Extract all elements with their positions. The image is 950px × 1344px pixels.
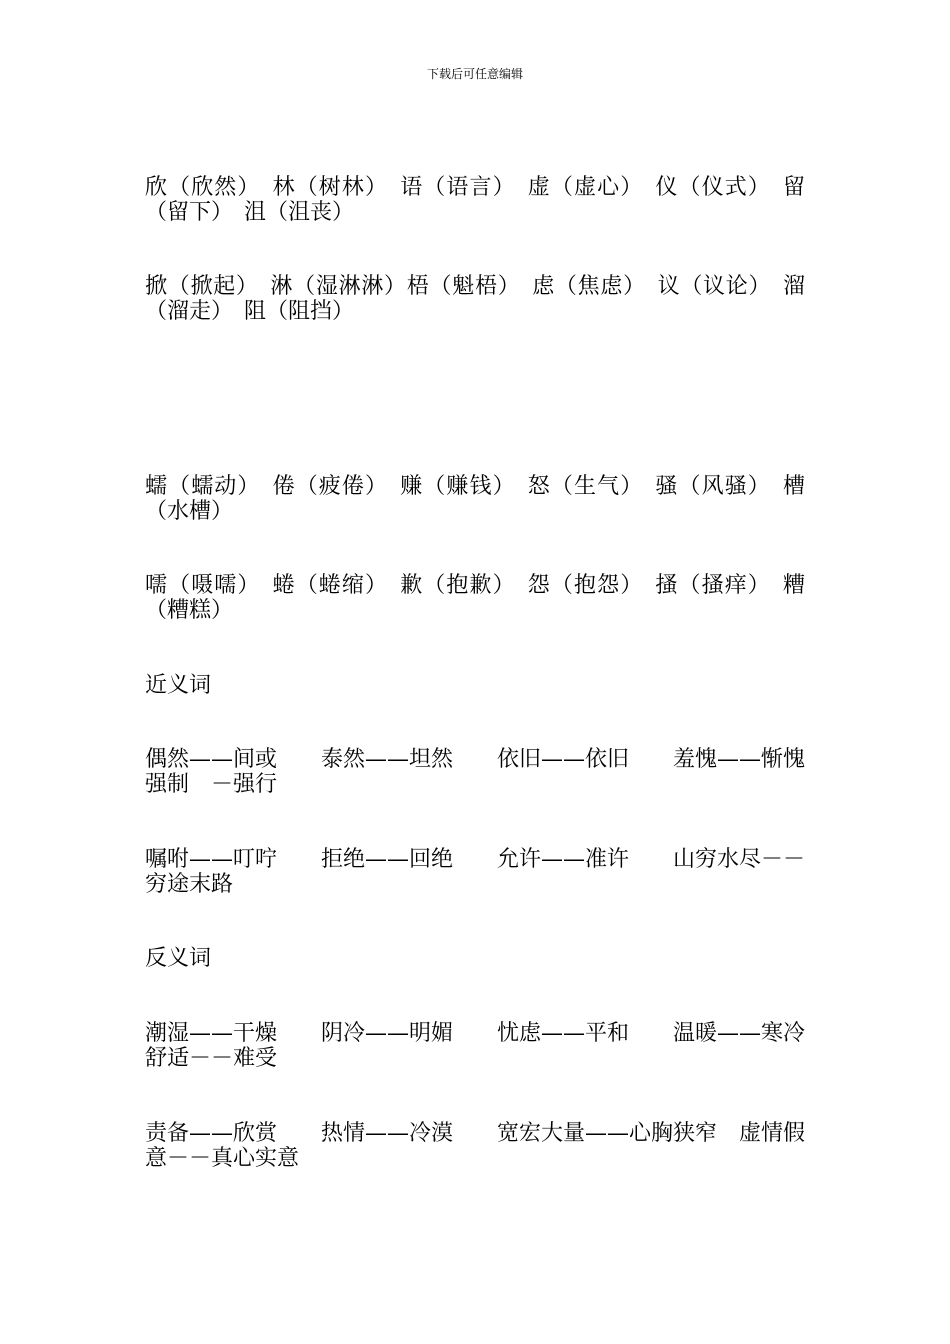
- section-heading-synonyms: 近义词: [145, 673, 212, 698]
- vocab-line-3: 蠕（蠕动） 倦（疲倦） 赚（赚钱） 怒（生气） 骚（风骚） 槽（水槽）: [145, 474, 805, 524]
- synonym-line-1: 偶然——间或 泰然——坦然 依旧——依旧 羞愧——惭愧 强制 －强行: [145, 747, 850, 797]
- vocab-line-4: 嚅（嗫嚅） 蜷（蜷缩） 歉（抱歉） 怨（抱怨） 搔（搔痒） 糟（糟糕）: [145, 573, 805, 623]
- vocab-line-1: 欣（欣然） 林（树林） 语（语言） 虚（虚心） 仪（仪式） 留（留下） 沮（沮丧）: [145, 175, 805, 225]
- antonym-line-2: 责备——欣赏 热情——冷漠 宽宏大量——心胸狭窄 虚情假意－－真心实意: [145, 1121, 806, 1171]
- section-heading-antonyms: 反义词: [145, 946, 212, 971]
- antonym-line-1: 潮湿——干燥 阴冷——明媚 忧虑——平和 温暖——寒冷 舒适－－难受: [145, 1021, 850, 1071]
- synonym-line-2: 嘱咐——叮咛 拒绝——回绝 允许——准许 山穷水尽－－穷途末路: [145, 847, 806, 897]
- page-header: 下载后可任意编辑: [426, 67, 523, 81]
- vocab-line-2: 掀（掀起） 淋（湿淋淋）梧（魁梧） 虑（焦虑） 议（议论） 溜（溜走） 阻（阻挡）: [145, 274, 805, 324]
